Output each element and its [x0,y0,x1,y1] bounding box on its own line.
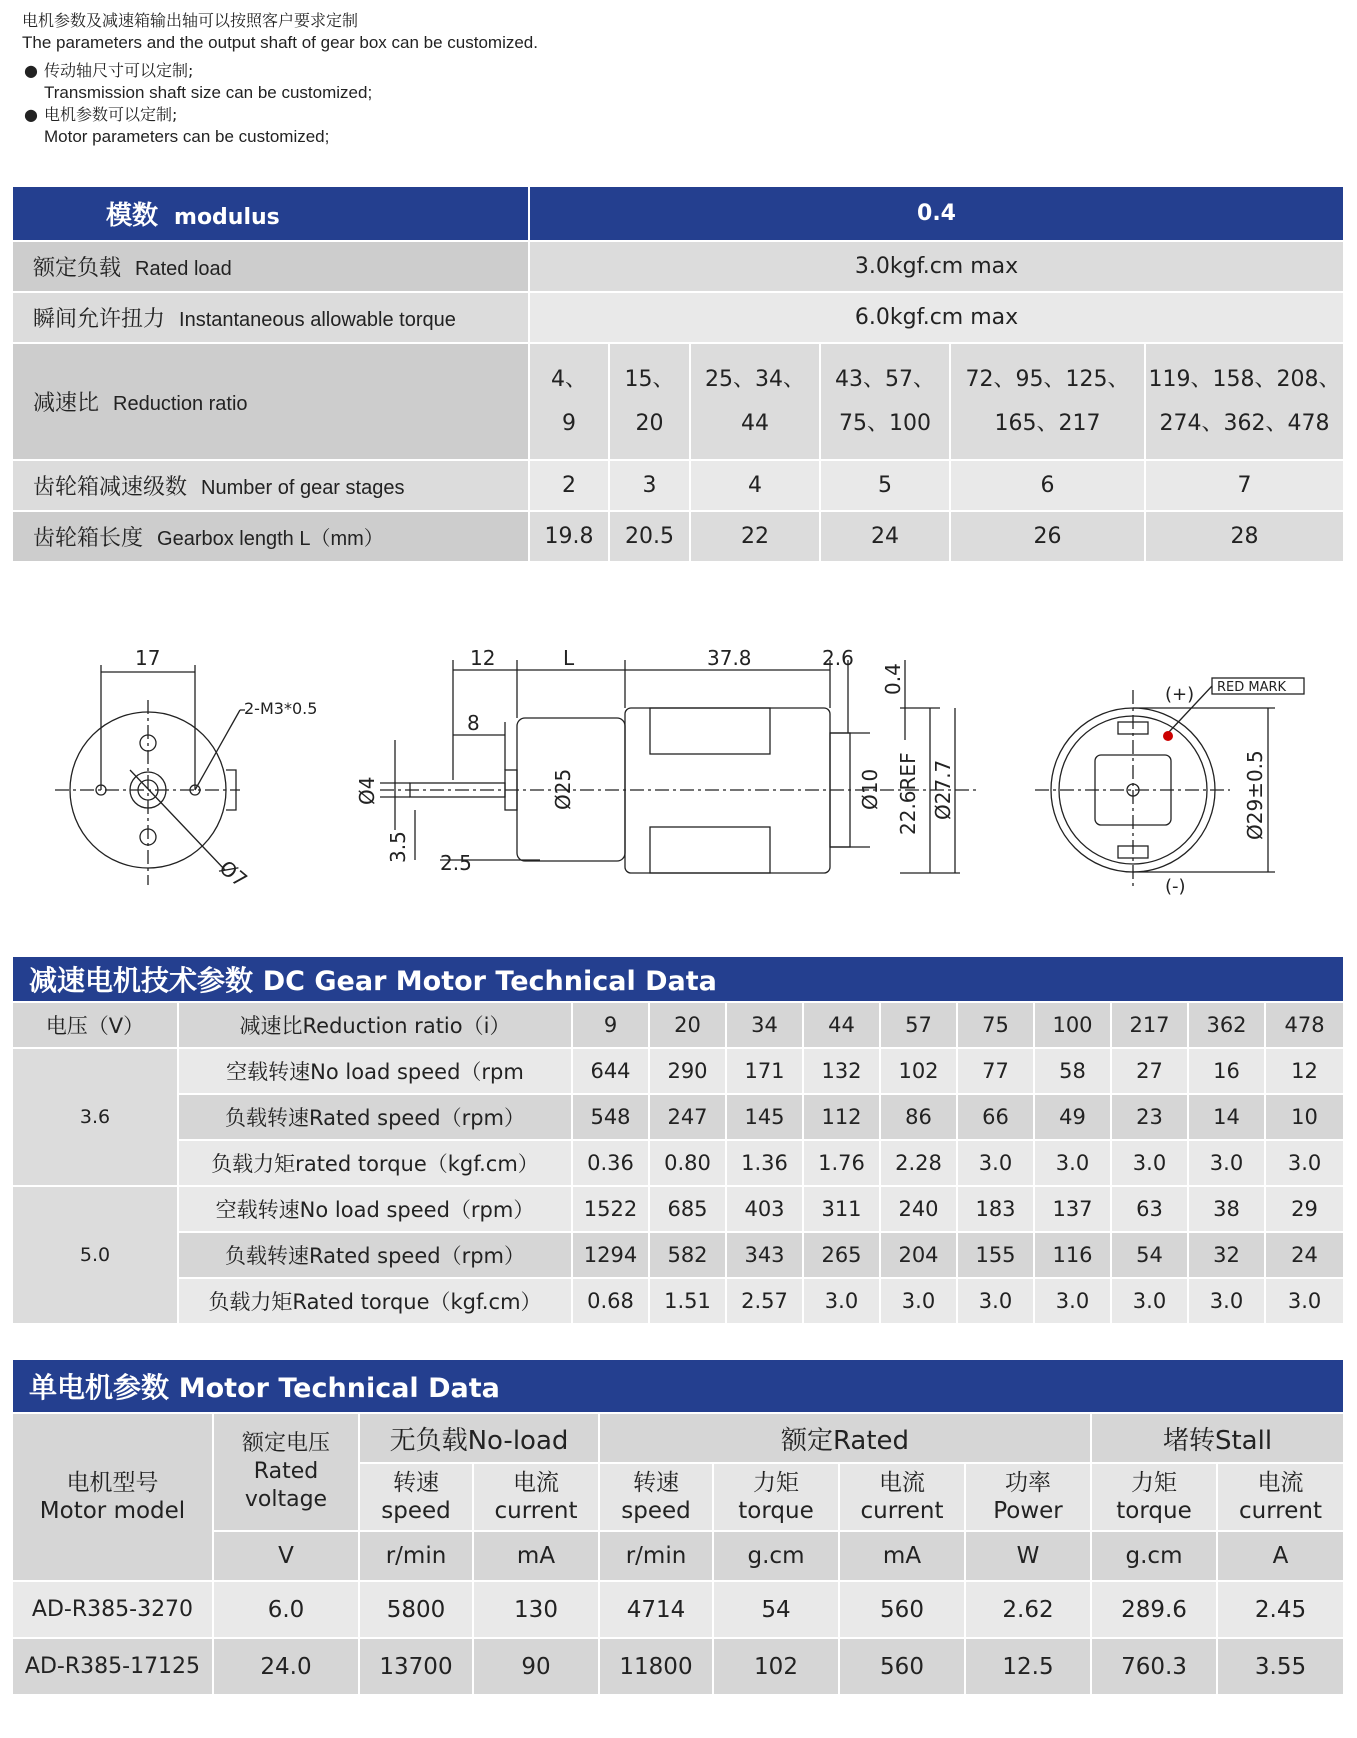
dc-value-cell: 63 [1111,1186,1188,1232]
length-cell: 24 [820,511,950,562]
dim-17: 17 [135,646,161,670]
dc-table-title-row [13,957,1344,1002]
motor-unit-row [13,1531,1344,1581]
motor-value-cell: 4714 [599,1581,713,1638]
motor-value-cell: 289.6 [1091,1581,1217,1638]
motor-value-cell: 760.3 [1091,1638,1217,1695]
length-label: 齿轮箱长度 Gearbox length L（mm） [13,511,529,562]
dc-value-cell: 155 [957,1232,1034,1278]
dc-value-cell: 2.57 [726,1278,803,1324]
stall-header: 堵转Stall [1091,1413,1344,1463]
dim-d29: Ø29±0.5 [1243,750,1267,840]
dc-table-body [13,1048,1344,1324]
bullet-2-en: Motor parameters can be customized; [44,127,330,146]
motor-value-cell: 6.0 [213,1581,359,1638]
bullet-1 [22,60,538,104]
dc-row-label: 负载转速Rated speed（rpm） [178,1094,572,1140]
dim-L: L [563,646,575,670]
motor-col-header: 力矩 torque [713,1463,839,1531]
motor-value-cell: 5800 [359,1581,473,1638]
dc-value-cell: 685 [649,1186,726,1232]
ratio-row [13,343,1344,460]
dc-value-cell: 548 [572,1094,649,1140]
motor-col-header: 功率 Power [965,1463,1091,1531]
dc-value-cell: 3.0 [1034,1140,1111,1186]
motor-col-header: 电流 current [839,1463,965,1531]
dc-value-cell: 3.0 [1034,1278,1111,1324]
motor-value-cell: 560 [839,1581,965,1638]
dc-value-cell: 403 [726,1186,803,1232]
motor-data-row [13,1581,1344,1638]
dc-value-cell: 10 [1265,1094,1344,1140]
motor-col-header: 电流 current [473,1463,599,1531]
motor-value-cell: 2.45 [1217,1581,1344,1638]
ratio-col: 100 [1034,1002,1111,1048]
dc-value-cell: 58 [1034,1048,1111,1094]
motor-value-cell: 3.55 [1217,1638,1344,1695]
dc-value-cell: 247 [649,1094,726,1140]
ratio-col: 34 [726,1002,803,1048]
motor-group-row [13,1413,1344,1463]
dim-hole: 2-M3*0.5 [244,699,318,718]
dc-value-cell: 1294 [572,1232,649,1278]
gearbox-table [13,187,1345,563]
voltage-cell: 5.0 [13,1186,178,1324]
ratio-cell: 119、158、208、 274、362、478 [1145,343,1344,460]
motor-table-title-row [13,1360,1344,1413]
rated-header: 额定Rated [599,1413,1091,1463]
dim-35: 3.5 [386,831,410,863]
bullet-2-zh: 电机参数可以定制; [44,105,178,124]
dc-value-cell: 29 [1265,1186,1344,1232]
motor-value-cell: 2.62 [965,1581,1091,1638]
dc-value-cell: 2.28 [880,1140,957,1186]
motor-value-cell: 102 [713,1638,839,1695]
noload-header: 无负载No-load [359,1413,599,1463]
motor-col-header: 转速 speed [359,1463,473,1531]
ratio-label: 减速比 Reduction ratio [13,343,529,460]
dc-value-cell: 3.0 [1265,1278,1344,1324]
dc-data-row [13,1094,1344,1140]
red-mark-dot [1163,731,1173,741]
dc-value-cell: 3.0 [1111,1140,1188,1186]
ratio-col: 362 [1188,1002,1265,1048]
ratio-col: 44 [803,1002,880,1048]
motor-col-unit: A [1217,1531,1344,1581]
motor-col-header: 电流 current [1217,1463,1344,1531]
inst-torque-label: 瞬间允许扭力 Instantaneous allowable torque [13,292,529,343]
stages-cell: 6 [950,460,1145,511]
dc-value-cell: 1.76 [803,1140,880,1186]
dc-value-cell: 311 [803,1186,880,1232]
dc-value-cell: 3.0 [957,1140,1034,1186]
bullet-dot-icon: ● [24,105,38,124]
dc-data-row [13,1232,1344,1278]
dc-value-cell: 3.0 [803,1278,880,1324]
stages-cell: 3 [609,460,690,511]
dim-d10: Ø10 [858,768,882,810]
dc-value-cell: 240 [880,1186,957,1232]
dc-value-cell: 1.51 [649,1278,726,1324]
dc-row-label: 空载转速No load speed（rpm） [178,1186,572,1232]
dc-value-cell: 290 [649,1048,726,1094]
ratio-col: 57 [880,1002,957,1048]
dc-row-label: 负载力矩Rated torque（kgf.cm） [178,1278,572,1324]
dc-value-cell: 582 [649,1232,726,1278]
dim-26: 2.6 [822,646,854,670]
dc-data-row [13,1186,1344,1232]
model-header: 电机型号 Motor model [13,1413,213,1581]
dc-value-cell: 644 [572,1048,649,1094]
length-cell: 22 [690,511,820,562]
dc-row-label: 空载转速No load speed（rpm [178,1048,572,1094]
dim-12: 12 [470,646,496,670]
intro-en: The parameters and the output shaft of gear box can be customized. [22,33,538,52]
motor-col-unit: r/min [599,1531,713,1581]
dc-value-cell: 32 [1188,1232,1265,1278]
plus-label: (+) [1165,684,1195,705]
dc-value-cell: 0.68 [572,1278,649,1324]
dim-25-small: 2.5 [440,851,472,875]
stages-cell: 7 [1145,460,1344,511]
red-mark-label: RED MARK [1217,680,1287,695]
dc-value-cell: 66 [957,1094,1034,1140]
dc-value-cell: 265 [803,1232,880,1278]
stages-cell: 4 [690,460,820,511]
bullet-1-en: Transmission shaft size can be customized; [44,83,373,102]
stages-row [13,460,1344,511]
intro-block [22,10,538,148]
dim-d25: Ø25 [551,768,575,810]
motor-model-cell: AD-R385-3270 [13,1581,213,1638]
ratio-header: 减速比Reduction ratio（i） [178,1002,572,1048]
bullet-dot-icon: ● [24,61,38,80]
bullet-2 [22,104,538,148]
dc-value-cell: 3.0 [957,1278,1034,1324]
motor-col-unit: W [965,1531,1091,1581]
volt-header: 额定电压 Rated voltage [213,1413,359,1531]
dim-d7: Ø7 [214,855,253,893]
dim-d4: Ø4 [355,776,379,805]
dc-value-cell: 183 [957,1186,1034,1232]
dc-value-cell: 3.0 [1188,1140,1265,1186]
rated-load-label: 额定负载 Rated load [13,241,529,292]
modulus-row [13,187,1344,241]
dc-value-cell: 23 [1111,1094,1188,1140]
dc-value-cell: 3.0 [880,1278,957,1324]
dc-header-row [13,1002,1344,1048]
dc-value-cell: 0.36 [572,1140,649,1186]
dc-value-cell: 132 [803,1048,880,1094]
ratio-col: 9 [572,1002,649,1048]
dc-value-cell: 38 [1188,1186,1265,1232]
motor-col-unit: mA [473,1531,599,1581]
dc-value-cell: 1.36 [726,1140,803,1186]
dc-row-label: 负载转速Rated speed（rpm） [178,1232,572,1278]
dc-value-cell: 54 [1111,1232,1188,1278]
dc-value-cell: 171 [726,1048,803,1094]
motor-data-row [13,1638,1344,1695]
motor-col-unit: g.cm [713,1531,839,1581]
dc-value-cell: 343 [726,1232,803,1278]
dc-value-cell: 1522 [572,1186,649,1232]
motor-value-cell: 130 [473,1581,599,1638]
dc-data-row [13,1048,1344,1094]
dc-data-row [13,1278,1344,1324]
front-view [55,665,245,885]
ratio-col: 478 [1265,1002,1344,1048]
dc-value-cell: 3.0 [1111,1278,1188,1324]
motor-value-cell: 54 [713,1581,839,1638]
dc-value-cell: 204 [880,1232,957,1278]
ratio-col: 20 [649,1002,726,1048]
ratio-cell: 25、34、 44 [690,343,820,460]
dc-value-cell: 3.0 [1188,1278,1265,1324]
dc-value-cell: 12 [1265,1048,1344,1094]
dc-value-cell: 137 [1034,1186,1111,1232]
dc-value-cell: 86 [880,1094,957,1140]
stages-cell: 2 [529,460,609,511]
dc-value-cell: 49 [1034,1094,1111,1140]
length-cell: 26 [950,511,1145,562]
dc-value-cell: 0.80 [649,1140,726,1186]
motor-col-unit: mA [839,1531,965,1581]
dim-378: 37.8 [707,646,752,670]
motor-col-unit: g.cm [1091,1531,1217,1581]
modulus-label: 模数 modulus [13,187,529,241]
inst-torque-value: 6.0kgf.cm max [529,292,1344,343]
dc-value-cell: 116 [1034,1232,1111,1278]
dc-value-cell: 24 [1265,1232,1344,1278]
motor-table [13,1360,1345,1696]
length-cell: 28 [1145,511,1344,562]
motor-table-body [13,1581,1344,1695]
ratio-cell: 43、57、 75、100 [820,343,950,460]
motor-col-header: 转速 speed [599,1463,713,1531]
length-cell: 19.8 [529,511,609,562]
ratio-col: 75 [957,1002,1034,1048]
dim-8: 8 [467,711,480,735]
stages-cell: 5 [820,460,950,511]
dc-value-cell: 102 [880,1048,957,1094]
dc-value-cell: 145 [726,1094,803,1140]
dc-value-cell: 27 [1111,1048,1188,1094]
dc-value-cell: 16 [1188,1048,1265,1094]
dc-value-cell: 14 [1188,1094,1265,1140]
rated-load-value: 3.0kgf.cm max [529,241,1344,292]
dc-row-label: 负载力矩rated torque（kgf.cm） [178,1140,572,1186]
volt-unit: V [213,1531,359,1581]
dc-value-cell: 112 [803,1094,880,1140]
dim-d277: Ø27.7 [931,759,955,820]
technical-drawing [0,630,1357,910]
minus-label: (-) [1165,876,1186,897]
dim-226: 22.6REF [896,752,920,835]
modulus-value: 0.4 [529,187,1344,241]
inst-torque-row [13,292,1344,343]
stages-label: 齿轮箱减速级数 Number of gear stages [13,460,529,511]
dc-data-row [13,1140,1344,1186]
ratio-cell: 4、 9 [529,343,609,460]
voltage-cell: 3.6 [13,1048,178,1186]
dc-gear-motor-table [13,957,1345,1325]
bullet-1-zh: 传动轴尺寸可以定制; [44,61,194,80]
dc-table-title: 减速电机技术参数 DC Gear Motor Technical Data [13,957,1344,1002]
rated-load-row [13,241,1344,292]
dc-value-cell: 77 [957,1048,1034,1094]
ratio-cell: 72、95、125、 165、217 [950,343,1145,460]
motor-value-cell: 24.0 [213,1638,359,1695]
motor-value-cell: 11800 [599,1638,713,1695]
dc-value-cell: 3.0 [1265,1140,1344,1186]
motor-model-cell: AD-R385-17125 [13,1638,213,1695]
motor-col-header: 力矩 torque [1091,1463,1217,1531]
ratio-col: 217 [1111,1002,1188,1048]
length-row [13,511,1344,562]
motor-col-unit: r/min [359,1531,473,1581]
length-cell: 20.5 [609,511,690,562]
dim-04: 0.4 [881,663,905,695]
intro-zh: 电机参数及减速箱输出轴可以按照客户要求定制 [22,11,359,30]
ratio-cell: 15、 20 [609,343,690,460]
motor-value-cell: 12.5 [965,1638,1091,1695]
voltage-header: 电压（V） [13,1002,178,1048]
motor-value-cell: 13700 [359,1638,473,1695]
motor-value-cell: 90 [473,1638,599,1695]
motor-value-cell: 560 [839,1638,965,1695]
motor-table-title: 单电机参数 Motor Technical Data [13,1360,1344,1413]
